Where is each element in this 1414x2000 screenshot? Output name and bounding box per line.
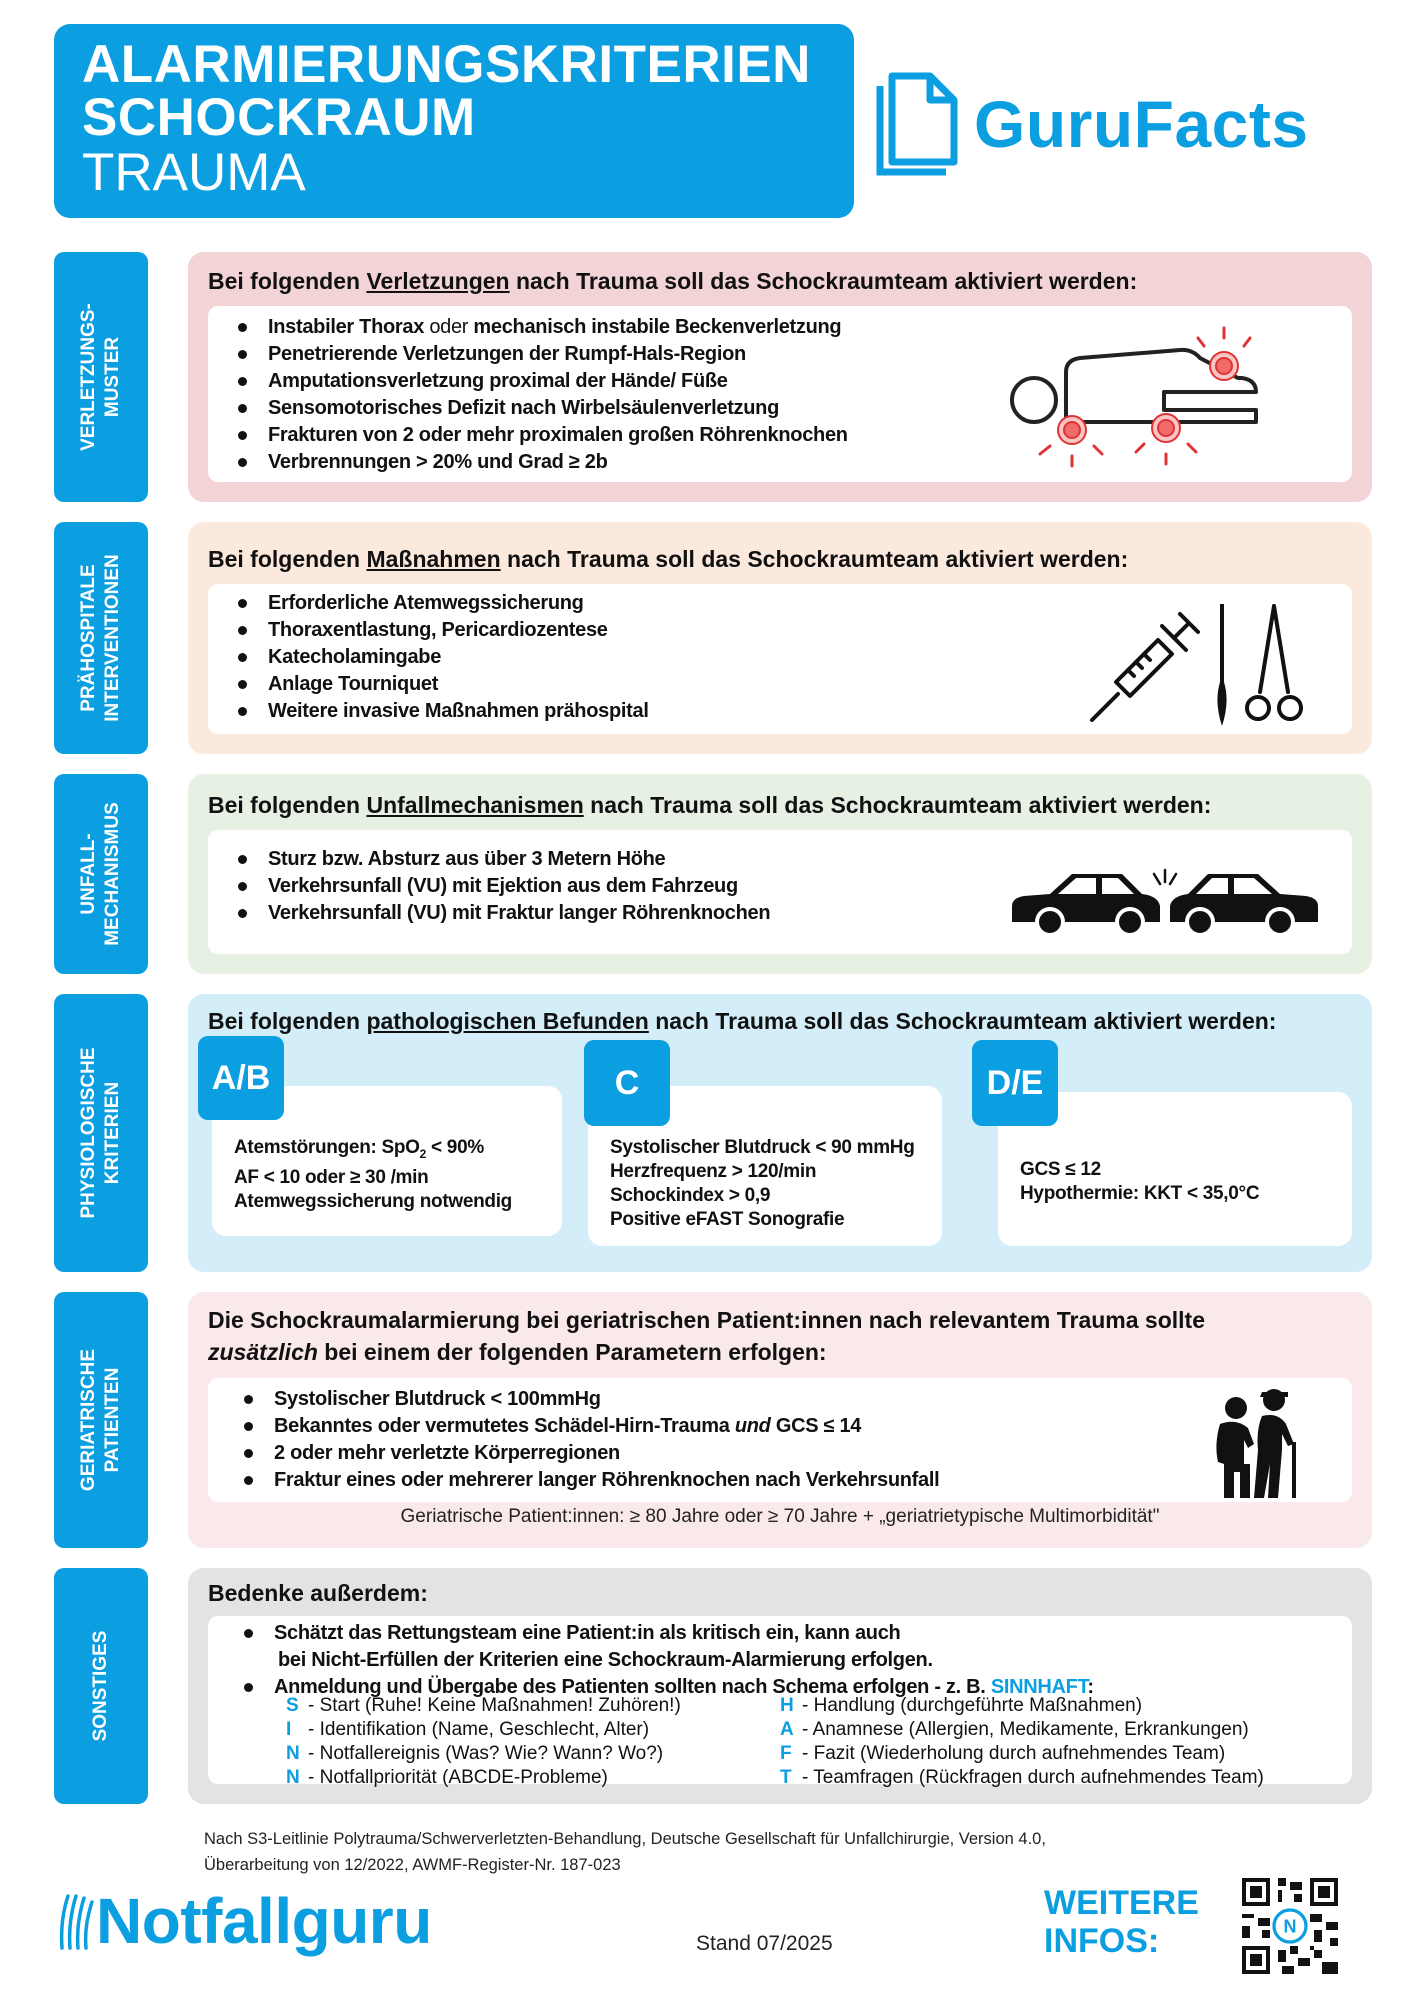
badge-ab: A/B [198,1036,284,1120]
section-title: Bei folgenden Maßnahmen nach Trauma soll das Schockraumteam aktiviert werden: [208,546,1129,572]
tab-label: PHYSIOLOGISCHE KRITERIEN [78,1047,123,1219]
card-line: Herzfrequenz > 120/min [610,1161,817,1182]
card-line: Positive eFAST Sonografie [610,1209,845,1230]
list-item: Bekanntes oder vermutetes Schädel-Hirn-Trauma und GCS ≤ 14 [244,1413,939,1440]
section-content [208,1378,1352,1502]
section-physiologische-kriterien [188,994,1372,1272]
card-line: Atemwegssicherung notwendig [234,1190,512,1212]
list-item: Anmeldung und Übergabe des Patienten sollten nach Schema erfolgen - z. B. SINNHAFT: [244,1674,1094,1701]
sinnhaft-letter: I [286,1719,292,1740]
section-content [208,306,1352,482]
gurufacts-brand [874,64,1309,184]
sinnhaft-text: - Identifikation (Name, Geschlecht, Alter) [308,1719,650,1740]
injured-patient-icon [1010,316,1310,476]
list-item: Anlage Tourniquet [238,671,649,698]
sinnhaft-letter: T [780,1767,792,1788]
sinnhaft-row [780,1766,1264,1790]
card-line: Hypothermie: KKT < 35,0°C [1020,1183,1260,1204]
badge-c: C [584,1040,670,1126]
tab-physiologische-kriterien [54,994,148,1272]
section-title: Bei folgenden Unfallmechanismen nach Trauma soll das Schockraumteam aktiviert werden: [208,792,1212,818]
card-line: GCS ≤ 12 [1020,1159,1101,1180]
list-item: Weitere invasive Maßnahmen prähospital [238,698,649,725]
brand-name: GuruFacts [974,87,1309,161]
sinnhaft-text: - Handlung (durchgeführte Maßnahmen) [802,1695,1143,1716]
list-item: Verbrennungen > 20% und Grad ≥ 2b [238,449,848,476]
card-ab-text [234,1136,512,1214]
badge-de: D/E [972,1040,1058,1126]
sinnhaft-text: - Start (Ruhe! Keine Maßnahmen! Zuhören!) [308,1695,681,1716]
tab-sonstiges [54,1568,148,1804]
sinnhaft-letter: H [780,1695,794,1716]
syringe-icon [1088,604,1200,724]
list-item: Sturz bzw. Absturz aus über 3 Metern Höhe [238,846,770,873]
list-item: Thoraxentlastung, Pericardiozentese [238,617,649,644]
tab-label: PRÄHOSPITALE INTERVENTIONEN [78,554,123,722]
sinnhaft-text: - Anamnese (Allergien, Medikamente, Erkrankungen) [802,1719,1249,1740]
card-line: Schockindex > 0,9 [610,1185,771,1206]
page-title-line2: SCHOCKRAUM [82,88,476,147]
forceps-icon [1244,602,1304,728]
list-item: Amputationsverletzung proximal der Hände/ Füße [238,368,848,395]
section-sonstiges [188,1568,1372,1804]
geriatric-list [244,1386,939,1494]
list-item: Frakturen von 2 oder mehr proximalen großen Röhrenknochen [238,422,848,449]
sinnhaft-letter: N [286,1743,300,1764]
measures-list [238,590,649,725]
source-note: Nach S3-Leitlinie Polytrauma/Schwerverletzten-Behandlung, Deutsche Gesellschaft für Unfallchirurgie, Version 4.0, Überarbeitung von 12/2022, AWMF-Register-Nr. 187-023 [204,1830,1046,1874]
qr-letter: N [1283,1916,1297,1937]
page-title-line1: ALARMIERUNGSKRITERIEN [82,35,811,94]
section-verletzungen [188,252,1372,502]
list-item: Verkehrsunfall (VU) mit Fraktur langer Röhrenknochen [238,900,770,927]
version-stamp: Stand 07/2025 [696,1932,833,1955]
card-de-text [1020,1158,1259,1206]
sinnhaft-row [286,1694,681,1718]
sinnhaft-text: - Notfallereignis (Was? Wie? Wann? Wo?) [308,1743,664,1764]
section-geriatrische-patienten [188,1292,1372,1548]
list-item: Erforderliche Atemwegssicherung [238,590,649,617]
section-unfallmechanismen [188,774,1372,974]
section-content [208,830,1352,954]
section-content [208,1616,1352,1788]
sinnhaft-row [286,1766,608,1790]
notfallguru-feather-icon [56,1890,96,1952]
page-title-line3: TRAUMA [82,143,306,202]
notes-list [244,1620,1094,1701]
more-info-label: WEITERE INFOS: [1044,1884,1199,1960]
section-massnahmen [188,522,1372,754]
list-item: Katecholamingabe [238,644,649,671]
car-crash-icon [1010,866,1320,938]
sinnhaft-letter: A [780,1719,794,1740]
sinnhaft-letter: S [286,1695,299,1716]
sinnhaft-text: - Notfallpriorität (ABCDE-Probleme) [308,1767,608,1788]
geriatric-note: Geriatrische Patient:innen: ≥ 80 Jahre oder ≥ 70 Jahre + „geriatrietypische Multimorbidität" [400,1506,1160,1527]
sinnhaft-text: - Teamfragen (Rückfragen durch aufnehmendes Team) [802,1767,1264,1788]
elderly-couple-icon [1208,1384,1308,1500]
sinnhaft-text: - Fazit (Wiederholung durch aufnehmendes Team) [802,1743,1226,1764]
list-item: Sensomotorisches Defizit nach Wirbelsäulenverletzung [238,395,848,422]
tab-label: VERLETZUNGS- MUSTER [78,303,123,451]
injury-list [238,314,848,476]
tab-label: UNFALL- MECHANISMUS [78,802,123,946]
card-c-text [610,1136,915,1232]
notfallguru-logo [56,1884,432,1958]
document-icon [874,72,960,176]
tab-praehospitale-interventionen [54,522,148,754]
scalpel-icon [1210,602,1234,728]
list-item: Schätzt das Rettungsteam eine Patient:in als kritisch ein, kann auch bei Nicht-Erfüllen der Kriterien eine Schockraum-Alarmierung erfolgen. [244,1620,1094,1674]
sinnhaft-letter: F [780,1743,792,1764]
list-item: Verkehrsunfall (VU) mit Ejektion aus dem Fahrzeug [238,873,770,900]
tab-label: GERIATRISCHE PATIENTEN [78,1348,123,1492]
sinnhaft-row [780,1742,1225,1766]
section-title: Bei folgenden Verletzungen nach Trauma soll das Schockraumteam aktiviert werden: [208,268,1138,294]
section-title: Bedenke außerdem: [208,1580,428,1606]
section-title: Bei folgenden pathologischen Befunden nach Trauma soll das Schockraumteam aktiviert werden: [208,1008,1277,1034]
sinnhaft-letter: N [286,1767,300,1788]
section-content [208,584,1352,734]
qr-code-icon[interactable] [1242,1878,1338,1974]
list-item: Systolischer Blutdruck < 100mmHg [244,1386,939,1413]
card-line: Atemstörungen: SpO$_2$ < 90% [234,1137,484,1161]
tab-label: SONSTIGES [90,1630,111,1742]
sinnhaft-row [780,1694,1142,1718]
card-line: Systolischer Blutdruck < 90 mmHg [610,1137,915,1158]
mechanism-list [238,846,770,927]
tab-geriatrische-patienten [54,1292,148,1548]
sinnhaft-row [286,1718,649,1742]
list-item: Penetrierende Verletzungen der Rumpf-Hals-Region [238,341,848,368]
list-item: Fraktur eines oder mehrerer langer Röhrenknochen nach Verkehrsunfall [244,1467,939,1494]
sinnhaft-row [286,1742,663,1766]
tab-unfallmechanismus [54,774,148,974]
logo-text: Notfallguru [96,1885,432,1957]
section-title: Die Schockraumalarmierung bei geriatrischen Patient:innen nach relevantem Trauma sollte zusätzlich bei einem der folgenden Parametern erfolgen: [208,1307,1205,1365]
title-box [54,24,854,218]
sinnhaft-row [780,1718,1249,1742]
card-line: AF < 10 oder ≥ 30 /min [234,1166,429,1188]
list-item: 2 oder mehr verletzte Körperregionen [244,1440,939,1467]
tab-verletzungsmuster [54,252,148,502]
list-item: Instabiler Thorax oder mechanisch instabile Beckenverletzung [238,314,848,341]
